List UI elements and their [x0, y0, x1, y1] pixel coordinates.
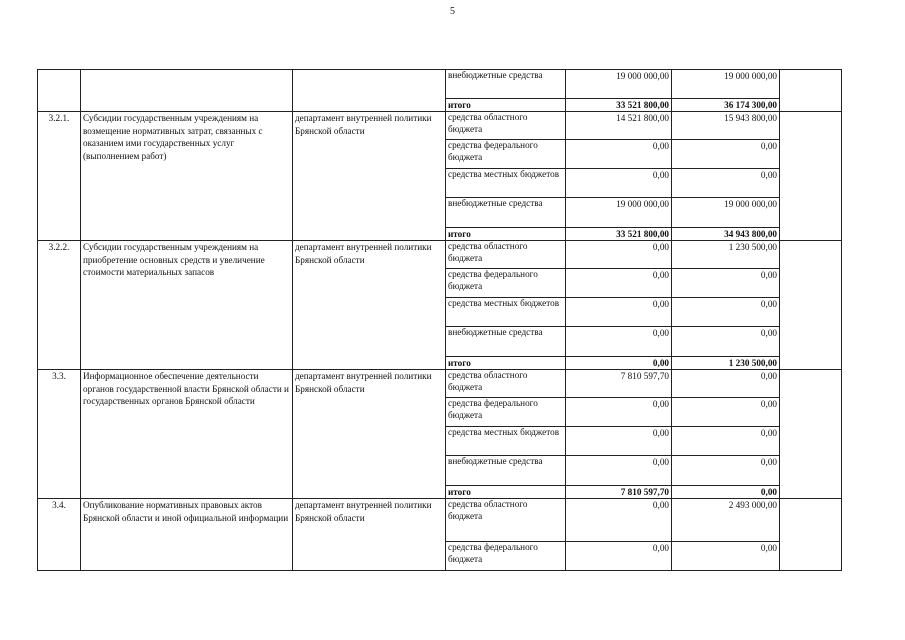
value-cell-year1: 33 521 800,00 [566, 228, 672, 241]
value-cell-year1: 0,00 [566, 169, 672, 198]
item-description-cell: Информационное обеспечение деятельности органов государственной власти Брянской области и государственных органов Брянской области [81, 370, 293, 499]
table-row [38, 70, 842, 99]
funding-source-cell: итого [446, 486, 566, 499]
value-cell-year2: 0,00 [672, 298, 780, 327]
item-department-cell [293, 70, 446, 112]
funding-source-cell: внебюджетные средства [446, 70, 566, 99]
value-cell-year2: 19 000 000,00 [672, 198, 780, 228]
funding-source-cell: внебюджетные средства [446, 456, 566, 486]
value-cell-year2: 36 174 300,00 [672, 99, 780, 112]
item-description-cell: Субсидии государственным учреждениям на возмещение нормативных затрат, связанных с оказанием ими государственных услуг (выполнением работ) [81, 112, 293, 241]
empty-cell [780, 370, 842, 499]
item-number-cell: 3.3. [38, 370, 81, 499]
value-cell-year1: 0,00 [566, 241, 672, 269]
page-number: 5 [450, 6, 455, 17]
item-description-cell [81, 70, 293, 112]
item-department-cell: департамент внутренней политики Брянской области [293, 499, 446, 571]
funding-source-cell: средства областного бюджета [446, 241, 566, 269]
value-cell-year1: 0,00 [566, 140, 672, 169]
funding-source-cell: средства федерального бюджета [446, 542, 566, 571]
funding-source-cell: средства федерального бюджета [446, 398, 566, 427]
value-cell-year2: 19 000 000,00 [672, 70, 780, 99]
value-cell-year2: 0,00 [672, 427, 780, 456]
value-cell-year1: 0,00 [566, 398, 672, 427]
funding-source-cell: средства местных бюджетов [446, 169, 566, 198]
value-cell-year1: 0,00 [566, 427, 672, 456]
funding-source-cell: средства областного бюджета [446, 370, 566, 398]
value-cell-year1: 33 521 800,00 [566, 99, 672, 112]
item-department-cell: департамент внутренней политики Брянской области [293, 112, 446, 241]
value-cell-year2: 34 943 800,00 [672, 228, 780, 241]
value-cell-year1: 19 000 000,00 [566, 198, 672, 228]
funding-source-cell: средства местных бюджетов [446, 427, 566, 456]
item-number-cell [38, 70, 81, 112]
value-cell-year1: 19 000 000,00 [566, 70, 672, 99]
funding-source-cell: средства местных бюджетов [446, 298, 566, 327]
value-cell-year2: 15 943 800,00 [672, 112, 780, 140]
value-cell-year2: 0,00 [672, 269, 780, 298]
table-row [38, 241, 842, 269]
value-cell-year1: 0,00 [566, 456, 672, 486]
funding-source-cell: средства областного бюджета [446, 499, 566, 542]
value-cell-year2: 1 230 500,00 [672, 357, 780, 370]
value-cell-year1: 7 810 597,70 [566, 486, 672, 499]
budget-table [37, 69, 842, 571]
item-department-cell: департамент внутренней политики Брянской области [293, 241, 446, 370]
item-description-cell: Опубликование нормативных правовых актов Брянской области и иной официальной информации [81, 499, 293, 571]
item-number-cell: 3.2.1. [38, 112, 81, 241]
value-cell-year2: 0,00 [672, 542, 780, 571]
item-number-cell: 3.2.2. [38, 241, 81, 370]
value-cell-year2: 0,00 [672, 398, 780, 427]
value-cell-year2: 0,00 [672, 140, 780, 169]
value-cell-year2: 0,00 [672, 370, 780, 398]
value-cell-year1: 14 521 800,00 [566, 112, 672, 140]
funding-source-cell: внебюджетные средства [446, 327, 566, 357]
item-department-cell: департамент внутренней политики Брянской области [293, 370, 446, 499]
empty-cell [780, 241, 842, 370]
value-cell-year1: 0,00 [566, 298, 672, 327]
value-cell-year2: 0,00 [672, 486, 780, 499]
empty-cell [780, 112, 842, 241]
empty-cell [780, 70, 842, 112]
value-cell-year2: 0,00 [672, 327, 780, 357]
table-row [38, 112, 842, 140]
value-cell-year1: 0,00 [566, 357, 672, 370]
value-cell-year1: 0,00 [566, 499, 672, 542]
funding-source-cell: средства областного бюджета [446, 112, 566, 140]
empty-cell [780, 499, 842, 571]
value-cell-year1: 7 810 597,70 [566, 370, 672, 398]
value-cell-year1: 0,00 [566, 327, 672, 357]
item-number-cell: 3.4. [38, 499, 81, 571]
value-cell-year2: 0,00 [672, 456, 780, 486]
funding-source-cell: итого [446, 357, 566, 370]
value-cell-year2: 1 230 500,00 [672, 241, 780, 269]
funding-source-cell: средства федерального бюджета [446, 140, 566, 169]
value-cell-year2: 2 493 000,00 [672, 499, 780, 542]
value-cell-year2: 0,00 [672, 169, 780, 198]
item-description-cell: Субсидии государственным учреждениям на приобретение основных средств и увеличение стоимости материальных запасов [81, 241, 293, 370]
funding-source-cell: итого [446, 99, 566, 112]
table-row [38, 370, 842, 398]
funding-source-cell: средства федерального бюджета [446, 269, 566, 298]
value-cell-year1: 0,00 [566, 269, 672, 298]
funding-source-cell: внебюджетные средства [446, 198, 566, 228]
value-cell-year1: 0,00 [566, 542, 672, 571]
table-row [38, 499, 842, 542]
funding-source-cell: итого [446, 228, 566, 241]
